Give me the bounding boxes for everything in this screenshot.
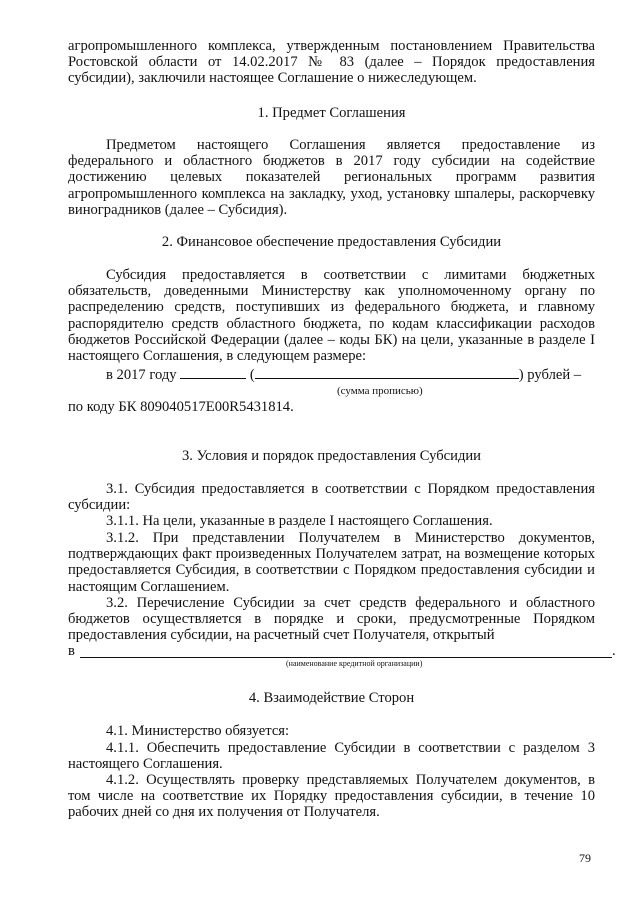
- amount-digits-blank: [180, 366, 246, 379]
- section-1-paragraph: Предметом настоящего Соглашения является предоставление из федерального и областного бюджетов в 2017 году субсидии на содействие достижению целевых показателей региональных программ развития агропромышленного комплекса на закладку, уход, установку шпалеры, раскорчевку виноградников (далее – Субсидия).: [68, 137, 595, 218]
- section-4-heading: 4. Взаимодействие Сторон: [248, 690, 415, 706]
- paragraph-4-1-2: 4.1.2. Осуществлять проверку представляемых Получателем документов, в том числе на соответствие их Порядку предоставления субсидии, в течение 10 рабочих дней со дня их получения от Получателя.: [68, 772, 595, 821]
- amount-caption: (сумма прописью): [337, 385, 423, 397]
- section-3-heading: 3. Условия и порядок предоставления Субсидии: [182, 448, 481, 464]
- amount-open-paren: (: [249, 367, 255, 383]
- bank-line-end: .: [612, 643, 616, 659]
- page-number: 79: [579, 851, 591, 865]
- amount-line: [106, 366, 581, 383]
- bk-code-line: по коду БК 809040517E00R5431814.: [68, 399, 294, 415]
- bank-line-prefix: в: [68, 643, 75, 659]
- amount-words-blank: [255, 366, 519, 379]
- section-2-heading: 2. Финансовое обеспечение предоставления Субсидии: [161, 234, 502, 250]
- paragraph-3-1-2: 3.1.2. При представлении Получателем в Министерство документов, подтверждающих факт произведенных Получателем затрат, на возмещение которых предоставляется Субсидия, в соответствии с Порядком предоставления субсидии и настоящим Соглашением.: [68, 530, 595, 595]
- amount-suffix: ) рублей –: [518, 367, 582, 383]
- amount-prefix: в 2017 году: [106, 367, 177, 383]
- bank-name-blank: [80, 657, 612, 658]
- section-2-paragraph: Субсидия предоставляется в соответствии с лимитами бюджетных обязательств, доведенными Министерству как уполномоченному органу по распределению средств, поступивших из федерального бюджета, и главному распорядителю средств областного бюджета, по кодам классификации расходов бюджетов Российской Федерации (далее – коды БК) на цели, указанные в разделе I настоящего Соглашения, в следующем размере:: [68, 267, 595, 365]
- paragraph-3-2: 3.2. Перечисление Субсидии за счет средств федерального и областного бюджетов осуществляется в порядке и сроки, предусмотренные Порядком предоставления субсидии, на расчетный счет Получателя, открытый: [68, 595, 595, 644]
- intro-paragraph: агропромышленного комплекса, утвержденным постановлением Правительства Ростовской области от 14.02.2017 № 83 (далее – Порядок предоставления субсидии), заключили настоящее Соглашение о нижеследующем.: [68, 38, 595, 87]
- paragraph-4-1-1: 4.1.1. Обеспечить предоставление Субсидии в соответствии с разделом 3 настоящего Соглашения.: [68, 740, 595, 773]
- bank-caption: (наименование кредитной организации): [286, 659, 423, 668]
- paragraph-3-1-1: 3.1.1. На цели, указанные в разделе I настоящего Соглашения.: [106, 513, 493, 529]
- section-1-heading: 1. Предмет Соглашения: [257, 105, 406, 121]
- paragraph-4-1: 4.1. Министерство обязуется:: [106, 723, 290, 739]
- paragraph-3-1: 3.1. Субсидия предоставляется в соответствии с Порядком предоставления субсидии:: [68, 481, 595, 514]
